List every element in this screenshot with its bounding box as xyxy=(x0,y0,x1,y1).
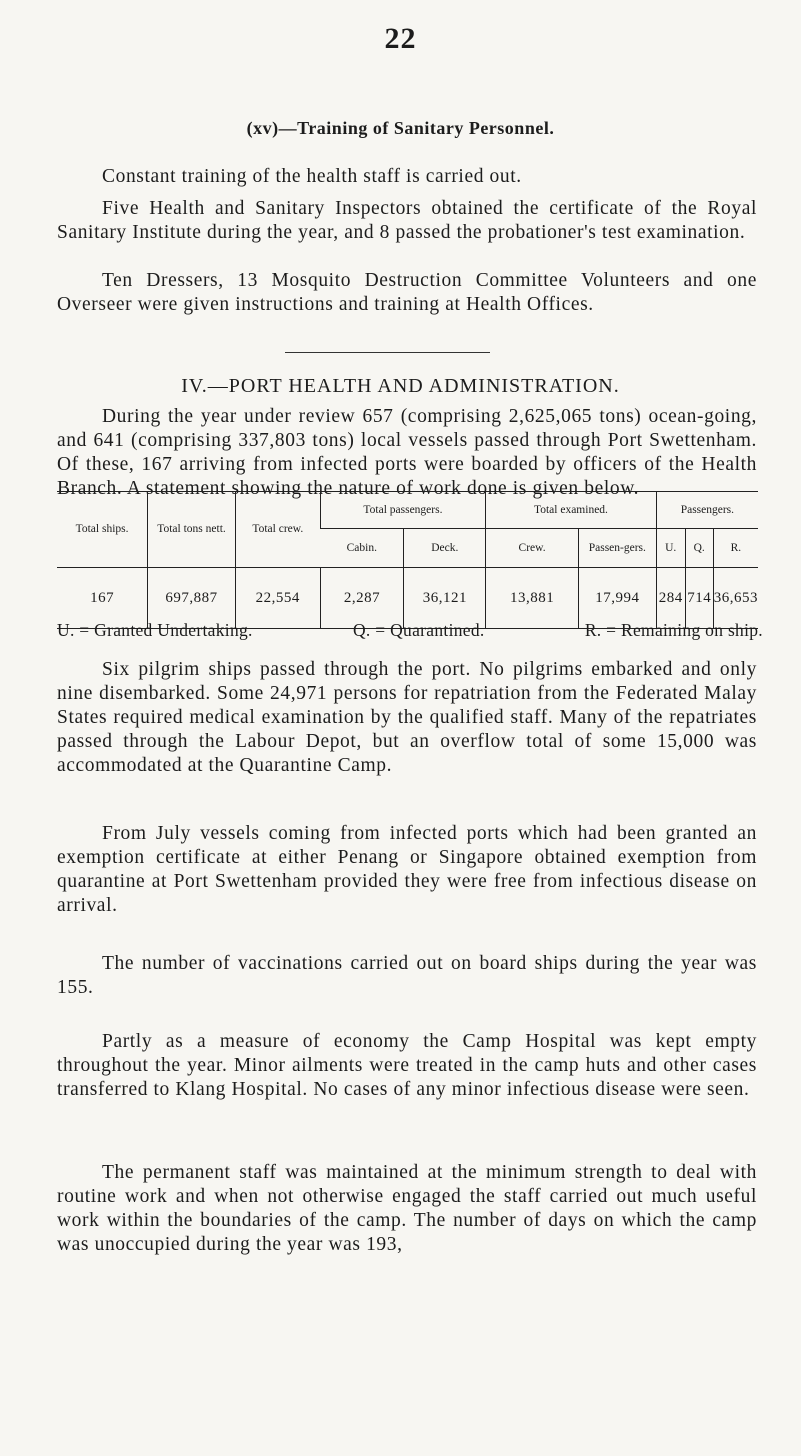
cell-total-crew: 22,554 xyxy=(235,568,320,629)
training-paragraph-3-text: Ten Dressers, 13 Mosquito Destruction Committee Volunteers and one Overseer were given instructions and training at Health Offices. xyxy=(57,270,757,315)
page-number: 22 xyxy=(384,22,417,55)
cell-examined-passengers: 17,994 xyxy=(578,568,656,629)
cell-crew: 13,881 xyxy=(486,568,579,629)
body-paragraph-1-text: Six pilgrim ships passed through the port. No pilgrims embarked and only nine disembarked. Some 24,971 persons for repatriation from the Federated Malay States required medical examination by the qualified staff. Many of the repatriates passed through the Labour Depot, but an overflow total of some 15,000 was accommodated at the Quarantine Camp. xyxy=(57,659,757,776)
cell-r: 36,653 xyxy=(713,568,758,629)
header-deck: Deck. xyxy=(404,529,486,568)
section-intro-text: During the year under review 657 (comprising 2,625,065 tons) ocean-going, and 641 (comprising 337,803 tons) local vessels passed through Port Swettenham. Of these, 167 arriving from infected ports were boarded by officers of the Health Branch. A statement showing the nature of work done is given below. xyxy=(57,406,757,499)
cell-deck: 36,121 xyxy=(404,568,486,629)
training-paragraph-2 xyxy=(57,197,757,245)
section-title: IV.—PORT HEALTH AND ADMINISTRATION. xyxy=(181,375,620,397)
header-crew: Crew. xyxy=(486,529,579,568)
header-total-tons: Total tons nett. xyxy=(148,492,236,568)
header-total-ships: Total ships. xyxy=(57,492,148,568)
legend-u: U. = Granted Undertaking. xyxy=(57,620,253,640)
training-paragraph-3 xyxy=(57,269,757,317)
section-divider xyxy=(285,352,490,353)
header-cabin: Cabin. xyxy=(320,529,404,568)
cell-q: 714 xyxy=(685,568,713,629)
training-subheading: (xv)—Training of Sanitary Personnel. xyxy=(246,118,555,138)
header-total-examined: Total examined. xyxy=(486,492,657,529)
table-legend xyxy=(57,620,763,641)
header-u: U. xyxy=(656,529,685,568)
cell-cabin: 2,287 xyxy=(320,568,404,629)
body-paragraph-1 xyxy=(57,658,757,778)
header-r: R. xyxy=(713,529,758,568)
cell-u: 284 xyxy=(656,568,685,629)
cell-total-ships: 167 xyxy=(57,568,148,629)
training-paragraph-1-text: Constant training of the health staff is carried out. xyxy=(102,166,522,187)
training-paragraph-1 xyxy=(57,165,757,189)
legend-r: R. = Remaining on ship. xyxy=(584,620,763,640)
port-health-table xyxy=(57,491,758,629)
body-paragraph-4-text: Partly as a measure of economy the Camp Hospital was kept empty throughout the year. Minor ailments were treated in the camp huts and other cases transferred to Klang Hospital. No cases of any minor infectious disease were seen. xyxy=(57,1031,757,1100)
body-paragraph-3-text: The number of vaccinations carried out on board ships during the year was 155. xyxy=(57,953,757,998)
body-paragraph-5 xyxy=(57,1161,757,1257)
body-paragraph-4 xyxy=(57,1030,757,1102)
header-total-crew: Total crew. xyxy=(235,492,320,568)
body-paragraph-2-text: From July vessels coming from infected ports which had been granted an exemption certificate at either Penang or Singapore obtained exemption from quarantine at Port Swettenham provided they were free from infectious disease on arrival. xyxy=(57,823,757,916)
header-examined-passengers: Passen-gers. xyxy=(578,529,656,568)
body-paragraph-2 xyxy=(57,822,757,918)
header-q: Q. xyxy=(685,529,713,568)
header-total-passengers: Total passengers. xyxy=(320,492,486,529)
legend-q: Q. = Quarantined. xyxy=(352,620,485,640)
training-paragraph-2-text: Five Health and Sanitary Inspectors obtained the certificate of the Royal Sanitary Institute during the year, and 8 passed the probationer's test examination. xyxy=(57,198,757,243)
cell-total-tons: 697,887 xyxy=(148,568,236,629)
section-intro-paragraph xyxy=(57,405,757,501)
body-paragraph-3 xyxy=(57,952,757,1000)
header-passengers: Passengers. xyxy=(656,492,758,529)
body-paragraph-5-text: The permanent staff was maintained at the minimum strength to deal with routine work and when not otherwise engaged the staff carried out much useful work within the boundaries of the camp. The number of days on which the camp was unoccupied during the year was 193, xyxy=(57,1162,757,1255)
